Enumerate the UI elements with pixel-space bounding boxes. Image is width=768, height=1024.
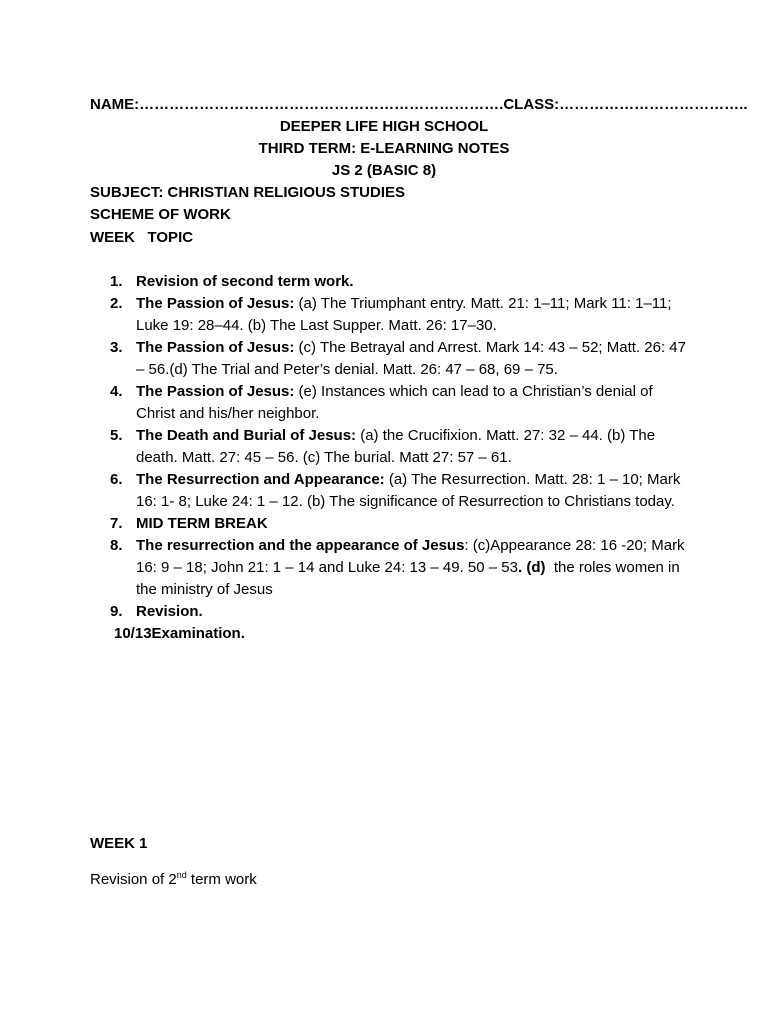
list-item: [90, 469, 690, 513]
item-text: (a) The Triumphant entry. Matt. 21: 1–11; Mark 11: 1–11; Luke 19: 28–44. (b) The Last Supper. Matt. 26: 17–30.: [136, 295, 672, 334]
item-title: Revision.: [136, 603, 203, 620]
name-class-line: NAME:……………………………………………………………….CLASS:………………………………..: [90, 96, 748, 113]
week1-text-after: term work: [186, 871, 257, 888]
week-topic-header: WEEK TOPIC: [90, 229, 194, 246]
week1-heading: WEEK 1: [90, 835, 148, 852]
list-item: [90, 381, 690, 425]
item-number: 1.: [110, 273, 123, 290]
scheme-heading: SCHEME OF WORK: [90, 206, 231, 223]
item-title: The resurrection and the appearance of Jesus: [136, 537, 465, 554]
item-text: (c) The Betrayal and Arrest. Mark 14: 43 – 52; Matt. 26: 47 – 56.(d) The Trial and Peter’s denial. Matt. 26: 47 – 68, 69 – 75.: [136, 339, 686, 378]
item-title: The Resurrection and Appearance:: [136, 471, 385, 488]
item-title: Revision of second term work.: [136, 273, 354, 290]
item-number: 9.: [110, 603, 123, 620]
week1-text: Revision of 2: [90, 871, 177, 888]
item-title: The Passion of Jesus:: [136, 383, 295, 400]
item-sublabel: . (d): [517, 559, 546, 576]
list-item-exam: 10/13Examination.: [114, 625, 245, 642]
list-item: [90, 535, 690, 601]
list-item: [90, 271, 690, 293]
item-number: 7.: [110, 515, 123, 532]
item-number: 5.: [110, 427, 123, 444]
week1-topic: [90, 869, 257, 891]
list-item: [90, 425, 690, 469]
item-number: 2.: [110, 295, 123, 312]
list-item: [90, 337, 690, 381]
school-name: DEEPER LIFE HIGH SCHOOL: [279, 118, 489, 135]
subject-line: SUBJECT: CHRISTIAN RELIGIOUS STUDIES: [90, 184, 406, 201]
list-item: [90, 513, 690, 535]
week1-superscript: nd: [176, 870, 187, 880]
list-item: [90, 293, 690, 337]
item-number: 4.: [110, 383, 123, 400]
item-text: (a) The Resurrection. Matt. 28: 1 – 10; Mark 16: 1- 8; Luke 24: 1 – 12. (b) The significance of Resurrection to Christians today.: [136, 471, 681, 510]
item-number: 8.: [110, 537, 123, 554]
class-title: JS 2 (BASIC 8): [331, 162, 437, 179]
item-title: The Death and Burial of Jesus:: [136, 427, 357, 444]
item-title: The Passion of Jesus:: [136, 295, 295, 312]
scheme-list: [90, 271, 690, 645]
item-title: MID TERM BREAK: [136, 515, 268, 532]
item-number: 6.: [110, 471, 123, 488]
item-number: 3.: [110, 339, 123, 356]
item-title: The Passion of Jesus:: [136, 339, 295, 356]
item-text: : (c)Appearance 28: 16 -20; Mark 16: 9 – 18; John 21: 1 – 14 and Luke 24: 13 – 49. 50 – 53: [136, 537, 685, 576]
item-text-continued: the roles women in the ministry of Jesus: [136, 559, 684, 598]
item-text: (a) the Crucifixion. Matt. 27: 32 – 44. (b) The death. Matt. 27: 45 – 56. (c) The burial. Matt 27: 57 – 61.: [136, 427, 656, 466]
term-title: THIRD TERM: E-LEARNING NOTES: [258, 140, 510, 157]
item-text: (e) Instances which can lead to a Christian’s denial of Christ and his/her neighbor.: [136, 383, 653, 422]
list-item: [90, 601, 690, 623]
